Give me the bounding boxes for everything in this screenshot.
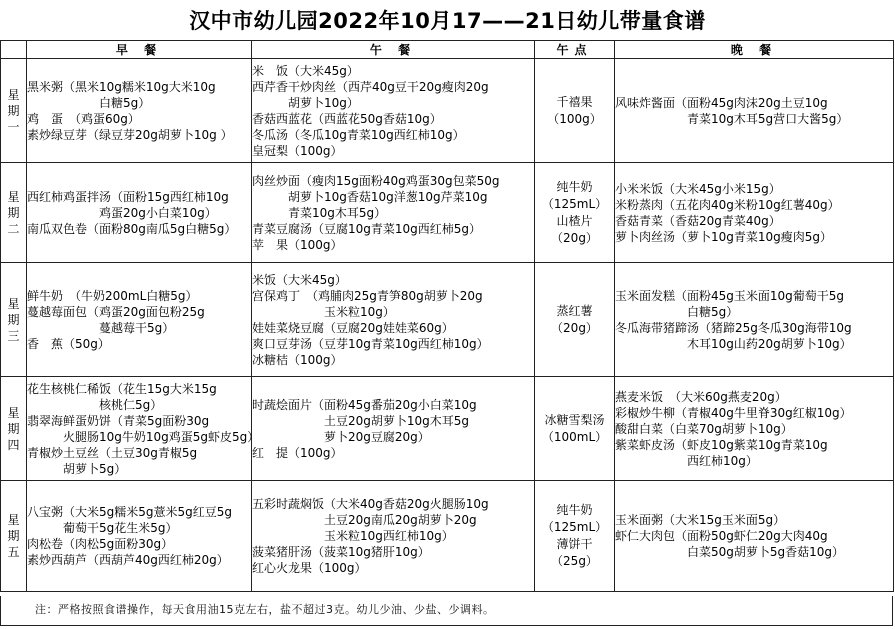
day-label: [1, 481, 27, 592]
lunch-line: 土豆20g胡萝卜10g木耳5g: [324, 413, 470, 428]
snack-cell: [535, 163, 615, 263]
dinner-line: 萝卜肉丝汤（萝卜10g青菜10g瘦肉5g）: [615, 229, 833, 244]
day-label-char: 三: [7, 328, 20, 343]
breakfast-line: 翡翠海鲜蛋奶饼（青菜5g面粉30g: [27, 413, 210, 428]
breakfast-line: 火腿肠10g牛奶10g鸡蛋5g虾皮5g）: [63, 429, 260, 444]
day-row: [1, 163, 894, 263]
lunch-cell: [252, 163, 535, 263]
dinner-line: 白糖5g）: [687, 304, 739, 319]
snack-line: （25g）: [551, 554, 598, 568]
breakfast-line: 香 蕉（50g）: [27, 336, 110, 351]
dinner-line: 风味炸酱面（面粉45g肉沫20g土豆10g: [615, 95, 828, 110]
header-day: [1, 41, 27, 59]
footnote: 注：严格按照食谱操作，每天食用油15克左右，盐不超过3克。幼儿少油、少盐、少调料。: [0, 596, 893, 626]
snack-line: 纯牛奶: [556, 503, 593, 517]
day-label: [1, 163, 27, 263]
snack-line: 千禧果: [556, 94, 593, 109]
lunch-line: 冬瓜汤（冬瓜10g青菜10g西红柿10g）: [252, 127, 465, 142]
dinner-line: 紫菜虾皮汤（虾皮10g紫菜10g青菜10g: [615, 437, 828, 452]
breakfast-line: 青椒炒土豆丝（土豆30g青椒5g: [27, 445, 198, 460]
breakfast-cell: [27, 377, 260, 481]
breakfast-line: 素炒西葫芦（西葫芦40g西红柿20g）: [27, 553, 229, 567]
breakfast-line: 鸡蛋20g小白菜10g）: [99, 205, 217, 220]
lunch-line: 肉丝炒面（瘦肉15g面粉40g鸡蛋30g包菜50g: [252, 173, 500, 188]
dinner-cell: [615, 263, 894, 377]
dinner-line: 酸甜白菜（白菜70g胡萝卜10g）: [615, 421, 793, 436]
lunch-line: 爽口豆芽汤（豆芽10g青菜10g西红柿10g）: [252, 336, 489, 351]
breakfast-line: 南瓜双色卷（面粉80g南瓜5g白糖5g）: [27, 221, 237, 236]
header-snack: 午点: [535, 41, 615, 59]
dinner-line: 虾仁大肉包（面粉50g虾仁20g大肉40g: [615, 529, 828, 543]
header-dinner: 晚 餐: [615, 41, 894, 59]
dinner-line: 冬瓜海带猪蹄汤（猪蹄25g冬瓜30g海带10g: [615, 320, 852, 335]
dinner-line: 青菜10g木耳5g营口大酱5g）: [687, 111, 849, 126]
lunch-line: 青菜豆腐汤（豆腐10g青菜10g西红柿5g）: [252, 221, 482, 236]
dinner-line: 彩椒炒牛柳（青椒40g牛里脊30g红椒10g）: [615, 405, 852, 420]
lunch-line: 西芹香干炒肉丝（西芹40g豆干20g瘦肉20g: [252, 79, 489, 94]
lunch-line: 红心火龙果（100g）: [252, 561, 367, 575]
breakfast-line: 花生核桃仁稀饭（花生15g大米15g: [27, 381, 217, 396]
breakfast-line: 肉松卷（肉松5g面粉30g）: [27, 537, 174, 551]
breakfast-line: 黑米粥（黑米10g糯米10g大米10g: [27, 79, 216, 94]
day-label-char: 期: [7, 421, 20, 436]
dinner-cell: [615, 481, 894, 592]
day-label-char: 期: [7, 103, 20, 118]
lunch-line: 菠菜猪肝汤（菠菜10g猪肝10g）: [252, 545, 430, 559]
lunch-line: 青菜10g木耳5g）: [288, 205, 387, 220]
breakfast-line: 素炒绿豆芽（绿豆芽20g胡萝卜10g ）: [27, 127, 233, 142]
breakfast-cell: [27, 263, 252, 377]
breakfast-cell: [27, 163, 252, 263]
lunch-line: 冰糖桔（100g）: [252, 352, 343, 367]
snack-cell: [535, 59, 615, 163]
day-label-char: 星: [7, 513, 20, 527]
lunch-line: 萝卜20g豆腐20g）: [324, 429, 430, 444]
breakfast-line: 葡萄干5g花生米5g）: [63, 521, 178, 535]
header-row: [1, 41, 894, 59]
breakfast-line: 西红柿鸡蛋拌汤（面粉15g西红柿10g: [27, 189, 229, 204]
snack-cell: [535, 263, 615, 377]
day-row: [1, 59, 894, 163]
breakfast-line: 蔓越莓干5g）: [99, 320, 175, 335]
snack-line: （20g）: [551, 320, 598, 335]
snack-line: 山楂片: [556, 213, 593, 228]
dinner-cell: [615, 377, 894, 481]
snack-line: 纯牛奶: [556, 179, 593, 194]
day-label-char: 期: [7, 312, 20, 327]
menu-body: [1, 59, 894, 592]
dinner-line: 米粉蒸肉（五花肉40g米粉10g红薯40g）: [615, 197, 840, 212]
snack-line: （20g）: [551, 230, 598, 245]
snack-cell: [535, 377, 615, 481]
day-label-char: 星: [7, 189, 20, 204]
lunch-line: 皇冠梨（100g）: [252, 143, 343, 158]
lunch-line: 时蔬烩面片（面粉45g番茄20g小白菜10g: [252, 397, 477, 412]
breakfast-cell: [27, 59, 252, 163]
header-breakfast: 早 餐: [27, 41, 252, 59]
day-label-char: 二: [7, 221, 20, 236]
lunch-line: 香菇西蓝花（西蓝花50g香菇10g）: [252, 111, 442, 126]
lunch-line: 玉米粒10g）: [324, 304, 395, 319]
lunch-line: 娃娃菜烧豆腐（豆腐20g娃娃菜60g）: [252, 320, 454, 335]
day-label-char: 星: [7, 405, 20, 420]
lunch-cell: [252, 377, 535, 481]
lunch-cell: [252, 59, 535, 163]
day-label-char: 五: [7, 545, 20, 559]
snack-line: （100mL）: [541, 429, 608, 444]
day-label-char: 期: [7, 205, 20, 220]
snack-line: （100g）: [547, 111, 602, 126]
snack-line: 蒸红薯: [556, 303, 593, 318]
lunch-line: 胡萝卜10g）: [288, 95, 359, 110]
lunch-line: 苹 果（100g）: [252, 237, 343, 252]
snack-line: 薄饼干: [556, 537, 593, 551]
lunch-line: 米饭（大米45g）: [252, 272, 347, 287]
day-row: [1, 377, 894, 481]
lunch-line: 米 饭（大米45g）: [252, 63, 359, 78]
dinner-cell: [615, 163, 894, 263]
lunch-line: 土豆20g南瓜20g胡萝卜20g: [324, 513, 477, 527]
breakfast-line: 鲜牛奶 （牛奶200mL白糖5g）: [27, 288, 198, 303]
dinner-line: 玉米面粥（大米15g玉米面5g）: [615, 513, 786, 527]
snack-line: （125mL）: [541, 520, 608, 534]
header-lunch: 午 餐: [252, 41, 535, 59]
weekly-menu-table: [0, 40, 894, 592]
lunch-line: 宫保鸡丁 （鸡脯肉25g青笋80g胡萝卜20g: [252, 288, 483, 303]
breakfast-line: 胡萝卜5g）: [63, 461, 127, 476]
breakfast-line: 白糖5g）: [99, 95, 151, 110]
day-label-char: 一: [7, 119, 20, 134]
lunch-cell: [252, 481, 535, 592]
breakfast-line: 八宝粥（大米5g糯米5g薏米5g红豆5g: [27, 505, 233, 519]
snack-line: （125mL）: [541, 196, 608, 211]
day-label-char: 星: [7, 87, 20, 102]
snack-cell: [535, 481, 615, 592]
snack-line: 冰糖雪梨汤: [544, 412, 605, 427]
day-label: [1, 59, 27, 163]
lunch-line: 玉米粒10g西红柿10g）: [324, 529, 454, 543]
day-row: [1, 263, 894, 377]
dinner-cell: [615, 59, 894, 163]
dinner-line: 白菜50g胡萝卜5g香菇10g）: [687, 545, 845, 559]
dinner-line: 香菇青菜（香菇20g青菜40g）: [615, 213, 781, 228]
lunch-line: 红 提（100g）: [252, 445, 343, 460]
day-label-char: 星: [7, 296, 20, 311]
day-label: [1, 377, 27, 481]
lunch-line: 五彩时蔬焖饭（大米40g香菇20g火腿肠10g: [252, 497, 489, 511]
breakfast-line: 蔓越莓面包（鸡蛋20g面包粉25g: [27, 304, 205, 319]
dinner-line: 小米米饭（大米45g小米15g）: [615, 181, 781, 196]
lunch-cell: [252, 263, 535, 377]
lunch-line: 胡萝卜10g香菇10g洋葱10g芹菜10g: [288, 189, 488, 204]
day-label-char: 四: [7, 437, 20, 452]
page-title: 汉中市幼儿园2022年10月17——21日幼儿带量食谱: [189, 9, 706, 33]
dinner-line: 木耳10g山药20g胡萝卜10g）: [687, 336, 852, 351]
dinner-line: 玉米面发糕（面粉45g玉米面10g葡萄干5g: [615, 288, 845, 303]
day-row: [1, 481, 894, 592]
day-label: [1, 263, 27, 377]
breakfast-cell: [27, 481, 252, 592]
breakfast-line: 核桃仁5g）: [99, 397, 163, 412]
day-label-char: 期: [7, 529, 20, 543]
breakfast-line: 鸡 蛋 （鸡蛋60g）: [27, 111, 140, 126]
dinner-line: 燕麦米饭 （大米60g燕麦20g）: [615, 389, 787, 404]
dinner-line: 西红柿10g）: [687, 453, 758, 468]
